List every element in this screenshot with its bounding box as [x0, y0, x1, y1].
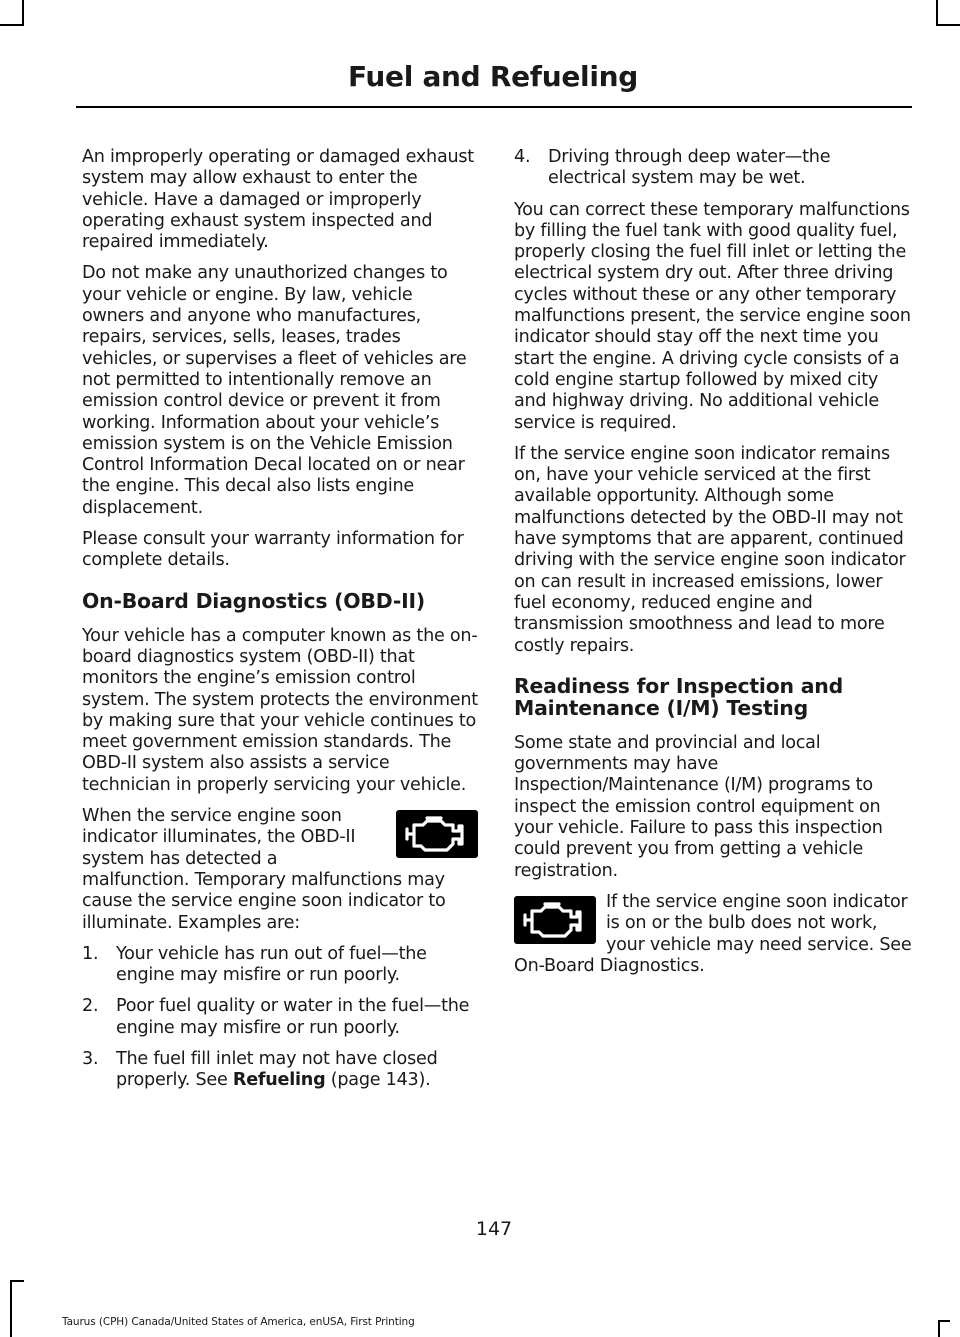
temporary-malfunctions-list-continued [514, 147, 912, 190]
left-column [82, 147, 478, 1102]
page-title: Fuel and Refueling [347, 60, 638, 93]
header-divider [76, 106, 912, 108]
check-engine-icon [396, 810, 478, 858]
paragraph-exhaust: An improperly operating or damaged exhaust system may allow exhaust to enter the vehicle. Have a damaged or improperly operating exhaust system inspected and repaired immediately. [82, 147, 474, 253]
crop-mark [0, 24, 22, 26]
list-item: 4. Driving through deep water—the electrical system may be wet. [514, 147, 831, 189]
paragraph-unauthorized-changes: Do not make any unauthorized changes to your vehicle or engine. By law, vehicle owners and anyone who manufactures, repairs, services, sells, leases, trades vehicles, or supervises a fleet of vehicles are not permitted to intentionally remove an emission control device or prevent it from working. Information about your vehicle’s emission system is on the Vehicle Emission Control Information Decal located on or near the engine. This decal also lists engine displacement. [82, 263, 467, 518]
page-number: 147 [475, 1218, 513, 1240]
list-item: 3. The fuel fill inlet may not have closed properly. See Refueling (page 143). [82, 1048, 438, 1091]
crop-mark [10, 1280, 12, 1337]
crop-mark [10, 1280, 24, 1282]
crop-mark [938, 1320, 940, 1337]
crop-mark [938, 1320, 950, 1322]
engine-indicator-note-2 [514, 892, 912, 977]
heading-obd: On-Board Diagnostics (OBD-II) [82, 588, 426, 613]
list-item: 1. Your vehicle has run out of fuel—the engine may misfire or run poorly. [82, 943, 427, 986]
crop-mark [936, 0, 938, 26]
right-column [514, 147, 912, 987]
paragraph-bulb-not-work: If the service engine soon indicator is on or the bulb does not work, your vehicle may need service. See On-Board Diagnostics. [514, 891, 912, 976]
refueling-link[interactable]: Refueling [232, 1070, 326, 1091]
paragraph-correct-malfunctions: You can correct these temporary malfunctions by filling the fuel tank with good quality fuel, properly closing the fuel fill inlet or letting the electrical system dry out. After three driving cycles without these or any other temporary malfunctions present, the service engine soon indicator should stay off the next time you start the engine. A driving cycle consists of a cold engine startup followed by mixed city and highway driving. No additional vehicle service is required. [514, 199, 911, 433]
heading-readiness: Readiness for Inspection and Maintenance (I/M) Testing [514, 673, 844, 720]
temporary-malfunctions-list [82, 944, 478, 1092]
engine-indicator-note [82, 806, 478, 934]
paragraph-warranty: Please consult your warranty information for complete details. [82, 529, 464, 571]
crop-mark [22, 0, 24, 26]
paragraph-indicator-illuminates: When the service engine soon indicator illuminates, the OBD-II system has detected a malfunction. Temporary malfunctions may cause the service engine soon indicator to illuminate. Examples are: [82, 806, 478, 934]
check-engine-icon [514, 896, 596, 944]
list-item: 2. Poor fuel quality or water in the fuel—the engine may misfire or run poorly. [82, 996, 470, 1038]
edition-footer: Taurus (CPH) Canada/United States of America, enUSA, First Printing [62, 1316, 415, 1328]
paragraph-obd-intro: Your vehicle has a computer known as the on-board diagnostics system (OBD-II) that monitors the engine’s emission control system. The system protects the environment by making sure that your vehicle continues to meet government emission standards. The OBD-II system also assists a service technician in properly servicing your vehicle. [82, 625, 478, 795]
crop-mark [938, 24, 960, 26]
paragraph-im-programs: Some state and provincial and local governments may have Inspection/Maintenance (I/M) programs to inspect the emission control equipment on your vehicle. Failure to pass this inspection could prevent you from getting a vehicle registration. [514, 732, 883, 881]
paragraph-indicator-remains-on: If the service engine soon indicator remains on, have your vehicle serviced at the first available opportunity. Although some malfunctions detected by the OBD-II may not have symptoms that are apparent, continued driving with the service engine soon indicator on can result in increased emissions, lower fuel economy, reduced engine and transmission smoothness and lead to more costly repairs. [514, 443, 906, 656]
